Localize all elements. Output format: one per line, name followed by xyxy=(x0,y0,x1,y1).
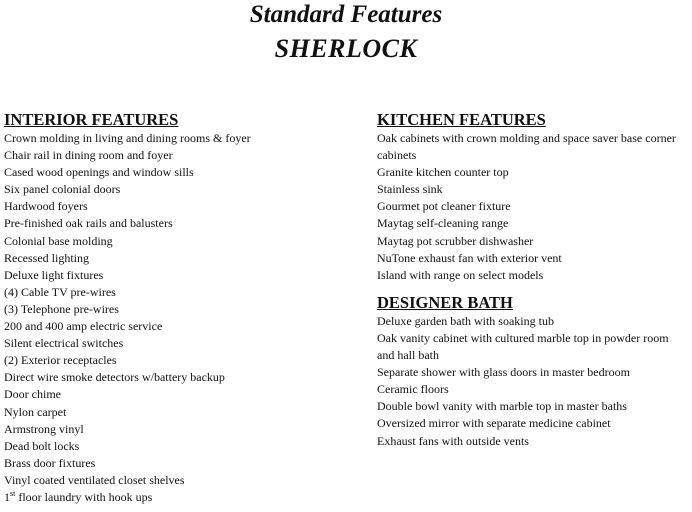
list-item: Vinyl coated ventilated closet shelves xyxy=(4,472,185,487)
designer-bath-heading: DESIGNER BATH xyxy=(377,292,513,312)
designer-bath-section xyxy=(377,293,677,450)
kitchen-features-section xyxy=(377,110,677,284)
list-item: (4) Cable TV pre-wires xyxy=(4,284,116,299)
list-item: Deluxe light fixtures xyxy=(4,267,104,282)
list-item-laundry xyxy=(4,489,364,506)
list-item: Recessed lighting xyxy=(4,250,89,265)
list-item: Deluxe garden bath with soaking tub xyxy=(377,313,554,328)
list-item: (3) Telephone pre-wires xyxy=(4,301,119,316)
list-item: Crown molding in living and dining rooms & foyer xyxy=(4,131,251,145)
list-item: Granite kitchen counter top xyxy=(377,165,509,180)
list-item: Nylon carpet xyxy=(4,404,67,419)
list-item: Six panel colonial doors xyxy=(4,182,121,197)
list-item: Cased wood openings and window sills xyxy=(4,165,194,180)
list-item: Stainless sink xyxy=(377,182,443,197)
page-subtitle: SHERLOCK xyxy=(274,34,418,63)
designer-bath-list xyxy=(377,313,677,450)
list-item: Colonial base molding xyxy=(4,233,113,248)
list-item: Exhaust fans with outside vents xyxy=(377,433,529,448)
list-item: 200 and 400 amp electric service xyxy=(4,319,163,334)
list-item: (2) Exterior receptacles xyxy=(4,353,117,368)
list-item: Oversized mirror with separate medicine cabinet xyxy=(377,416,611,431)
list-item-text: floor laundry with hook ups xyxy=(15,489,153,504)
list-item: Oak vanity cabinet with cultured marble top in powder room and hall bath xyxy=(377,330,669,363)
list-item: Ceramic floors xyxy=(377,382,449,397)
list-item: Silent electrical switches xyxy=(4,336,124,351)
list-item: Door chime xyxy=(4,387,61,402)
interior-features-section xyxy=(4,110,364,506)
list-item: Maytag pot scrubber dishwasher xyxy=(377,233,534,248)
list-item: Chair rail in dining room and foyer xyxy=(4,148,173,163)
list-item: Brass door fixtures xyxy=(4,455,96,470)
kitchen-features-list xyxy=(377,130,677,284)
list-item: Island with range on select models xyxy=(377,267,544,282)
section-spacer xyxy=(377,284,677,293)
list-item: Gourmet pot cleaner fixture xyxy=(377,199,511,214)
ordinal-suffix: st xyxy=(10,488,16,498)
interior-features-list xyxy=(4,130,364,506)
list-item: Direct wire smoke detectors w/battery backup xyxy=(4,370,225,385)
list-item: Hardwood foyers xyxy=(4,199,88,214)
list-item: NuTone exhaust fan with exterior vent xyxy=(377,250,562,265)
interior-features-heading: INTERIOR FEATURES xyxy=(4,110,179,129)
kitchen-features-heading: KITCHEN FEATURES xyxy=(377,110,546,129)
list-item: Maytag self-cleaning range xyxy=(377,216,509,231)
list-item: Separate shower with glass doors in master bedroom xyxy=(377,365,630,380)
list-item: Oak cabinets with crown molding and space saver base corner cabinets xyxy=(377,131,676,163)
ordinal-number: 1 xyxy=(4,489,10,504)
page-title: Standard Features xyxy=(249,1,443,28)
right-column xyxy=(377,110,677,450)
list-item: Armstrong vinyl xyxy=(4,421,84,436)
list-item: Dead bolt locks xyxy=(4,438,80,453)
list-item: Double bowl vanity with marble top in master baths xyxy=(377,399,627,414)
list-item: Pre-finished oak rails and balusters xyxy=(4,216,173,231)
